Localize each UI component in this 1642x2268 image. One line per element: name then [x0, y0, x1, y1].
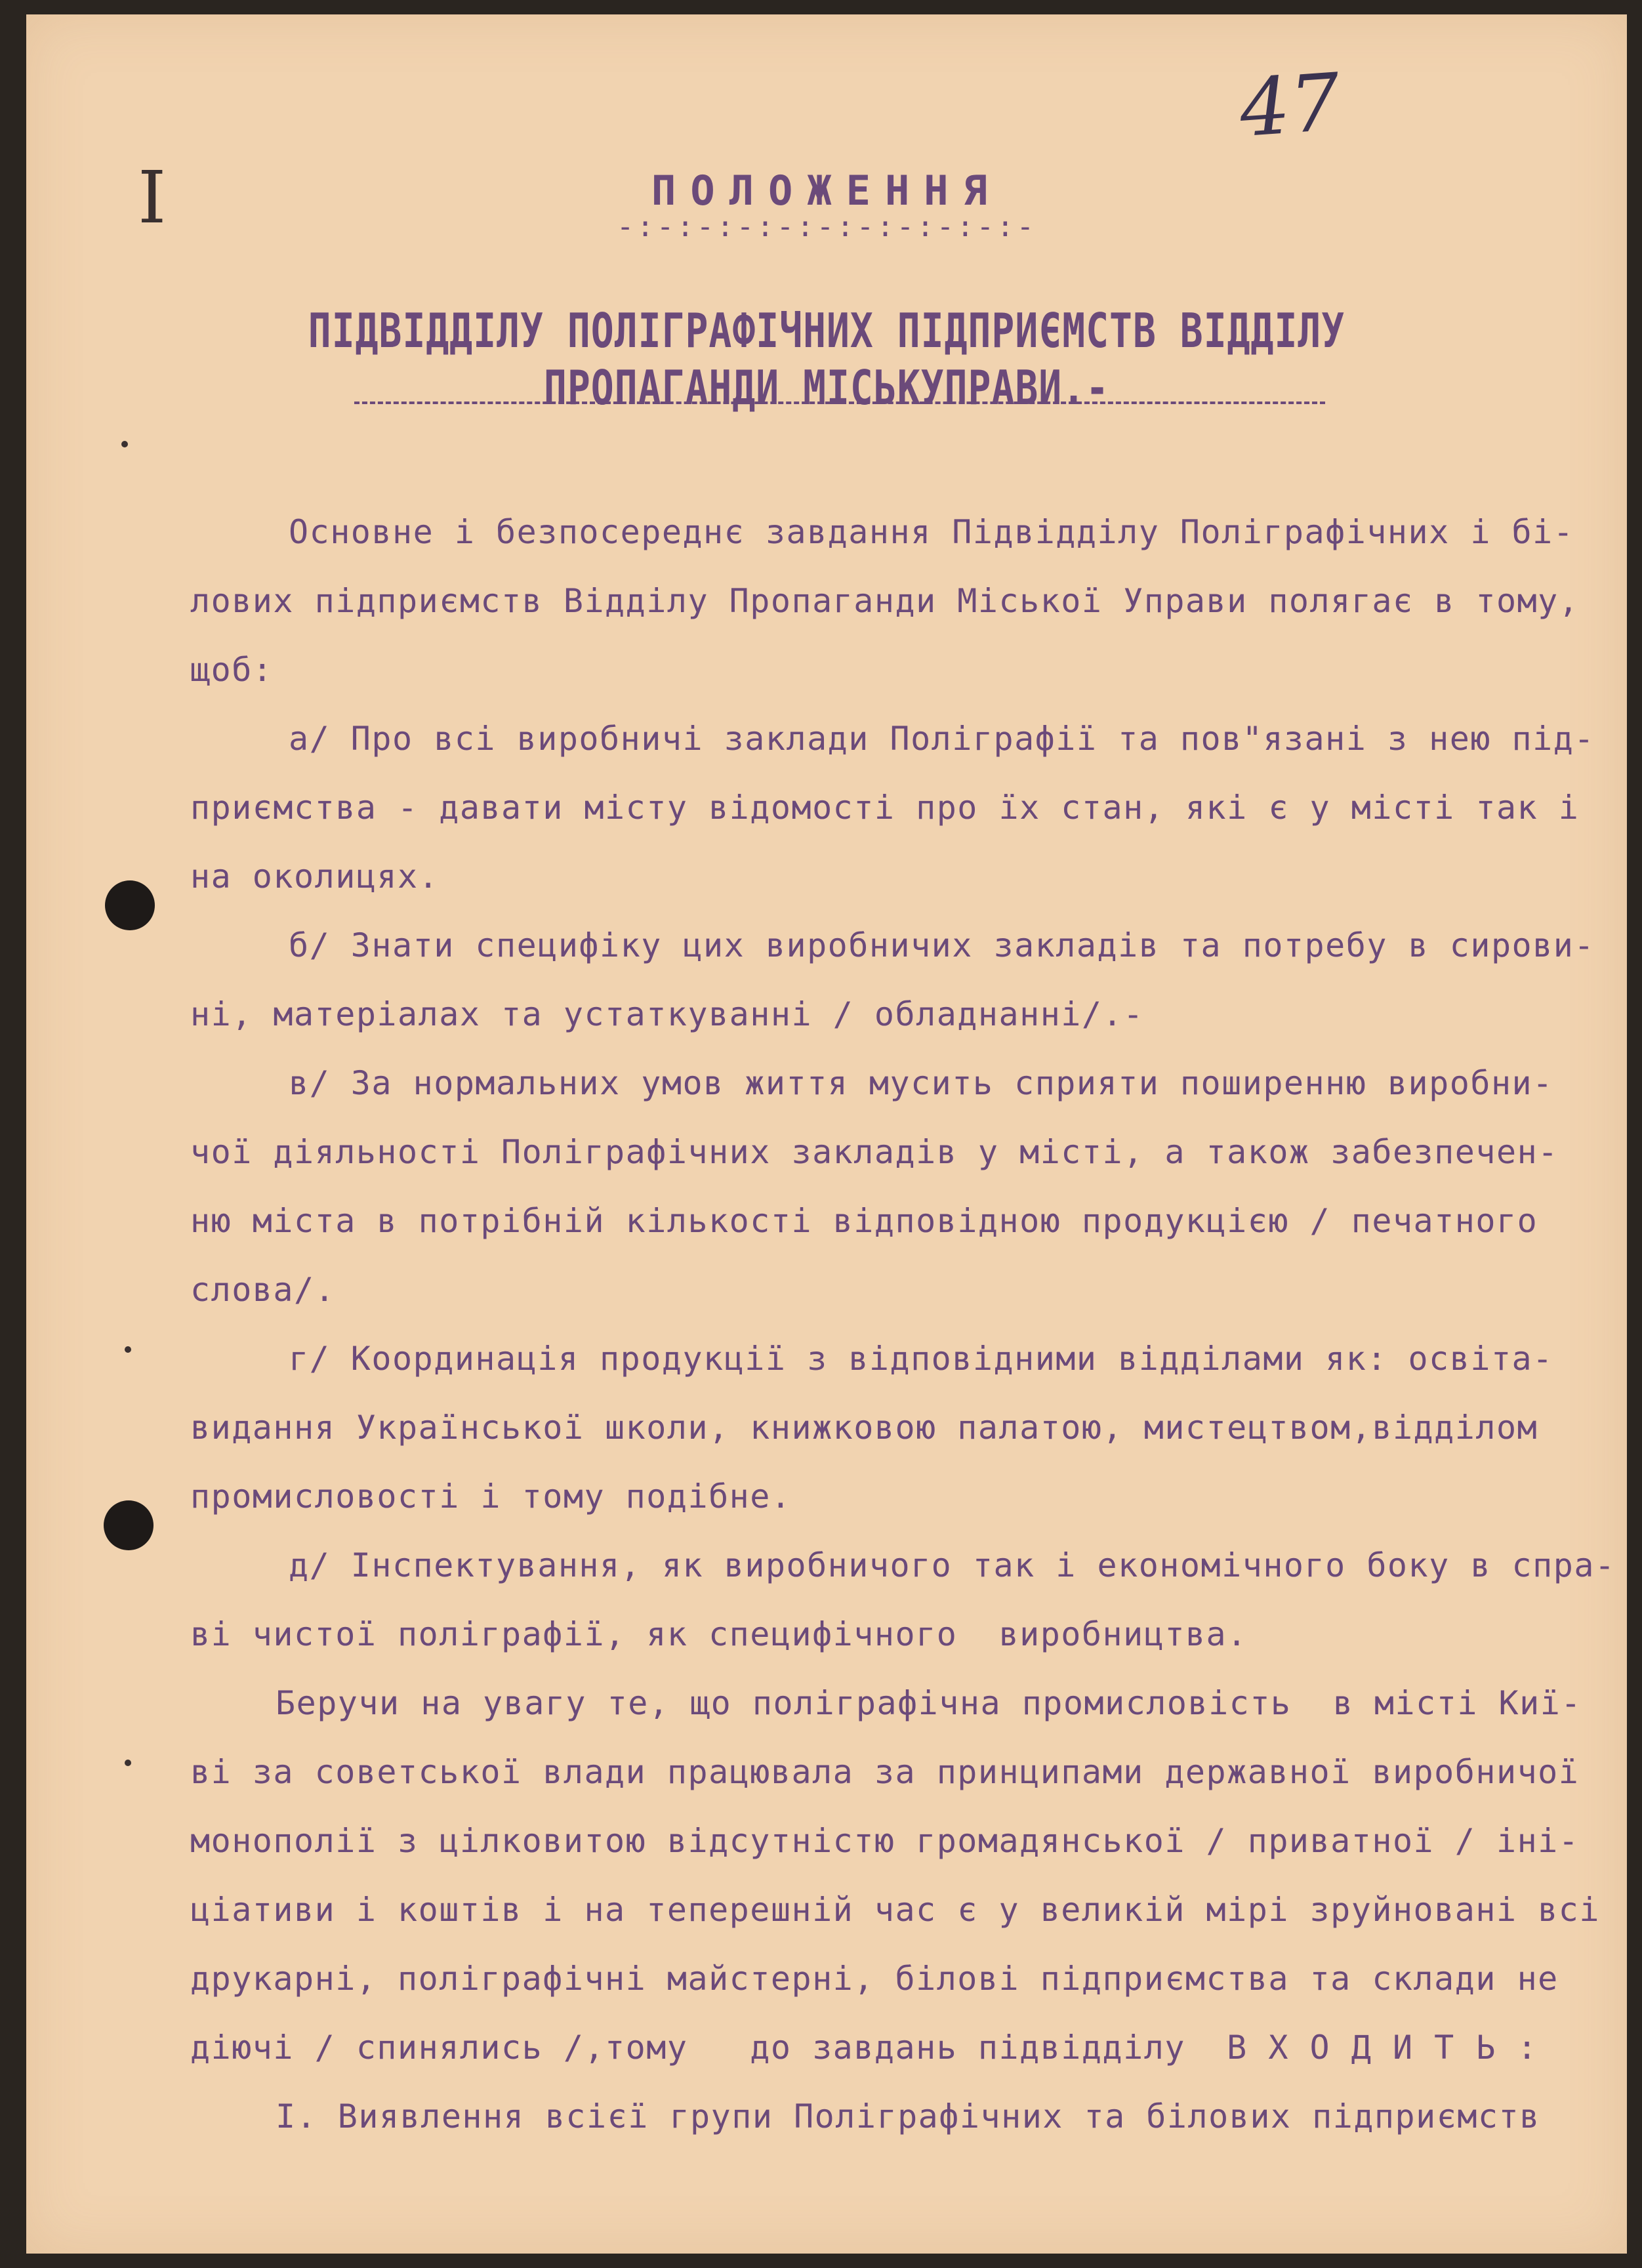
subtitle-line-1: ПІДВІДДІЛУ ПОЛІГРАФІЧНИХ ПІДПРИЄМСТВ ВІДДІЛУ: [308, 302, 1345, 359]
body-line: на околицях.: [190, 857, 440, 896]
body-line: Беручи на увагу те, що поліграфічна промисловість в місті Киї-: [276, 1684, 1582, 1722]
page-number: 47: [1237, 56, 1344, 155]
body-line: ню міста в потрібній кількості відповідною продукцією / печатного: [190, 1202, 1538, 1240]
body-line: промисловості і тому подібне.: [190, 1477, 792, 1515]
punch-hole: [105, 880, 155, 930]
body-line: ціативи і коштів і на теперешній час є у великій мірі зруйновані всі: [190, 1891, 1600, 1929]
body-line: ві чистої поліграфії, як специфічного виробництва.: [190, 1615, 1248, 1653]
body-line: видання Української школи, книжковою палатою, мистецтвом,відділом: [190, 1409, 1538, 1447]
body-line: І. Виявлення всієї групи Поліграфічних та білових підприємств: [276, 2097, 1540, 2135]
subtitle-rule: [354, 402, 1325, 404]
subtitle-line-2: ПРОПАГАНДИ МІСЬКУПРАВИ.-: [543, 360, 1110, 416]
body-line: в/ За нормальних умов життя мусить сприяти поширенню виробни-: [289, 1064, 1553, 1102]
title-rule: -:-:-:-:-:-:-:-:-:-:-: [616, 210, 1037, 243]
body-line: діючі / спинялись /,тому до завдань підвідділу В Х О Д И Т Ь :: [190, 2029, 1538, 2067]
body-line: г/ Координація продукції з відповідними відділами як: освіта-: [289, 1340, 1553, 1378]
body-line: чої діяльності Поліграфічних закладів у місті, а також забезпечен-: [190, 1133, 1559, 1171]
document-title: ПОЛОЖЕННЯ: [651, 167, 1002, 215]
body-line: ні, матеріалах та устаткуванні / обладнанні/.-: [190, 995, 1144, 1033]
body-line: лових підприємств Відділу Пропаганди Міської Управи полягає в тому,: [190, 582, 1580, 620]
body-line: Основне і безпосереднє завдання Підвідділу Поліграфічних і бі-: [289, 513, 1574, 551]
body-line: а/ Про всі виробничі заклади Поліграфії та пов"язані з нею під-: [289, 720, 1595, 758]
body-line: д/ Інспектування, як виробничого так і економічного боку в спра-: [289, 1546, 1616, 1584]
body-line: щоб:: [190, 651, 274, 689]
body-line: друкарні, поліграфічні майстерні, білові підприємства та склади не: [190, 1960, 1559, 1998]
ink-speck: [125, 1760, 131, 1766]
ink-speck: [121, 441, 128, 447]
body-line: б/ Знати специфіку цих виробничих закладів та потребу в сирови-: [289, 926, 1595, 964]
ink-speck: [125, 1346, 131, 1353]
body-line: монополії з цілковитою відсутністю громадянської / приватної / іні-: [190, 1822, 1580, 1860]
document-page: [26, 14, 1627, 2254]
corner-mark: I: [138, 155, 167, 239]
body-line: слова/.: [190, 1271, 336, 1309]
body-line: приємства - давати місту відомості про їх стан, які є у місті так і: [190, 789, 1580, 827]
punch-hole: [104, 1500, 154, 1550]
body-line: ві за советської влади працювала за принципами державної виробничої: [190, 1753, 1580, 1791]
